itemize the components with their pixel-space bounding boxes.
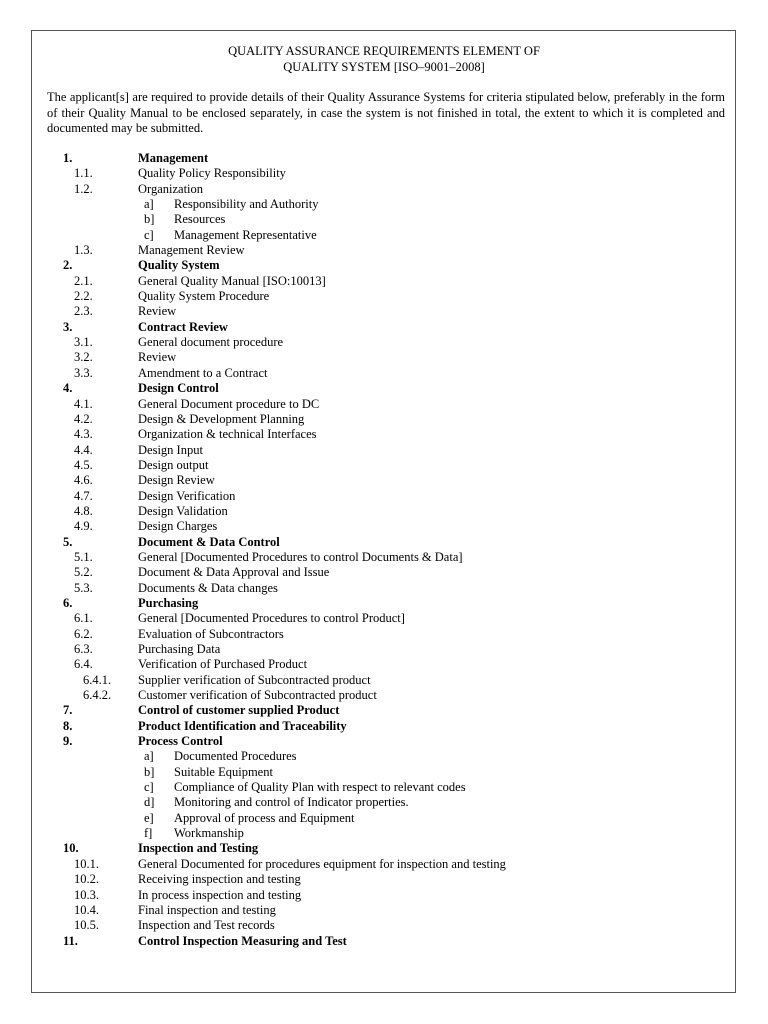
list-item <box>0 412 768 427</box>
section-heading <box>0 535 768 550</box>
item-text: Review <box>138 350 177 365</box>
list-item <box>0 397 768 412</box>
item-number: 5. <box>63 534 73 549</box>
list-item <box>0 765 768 780</box>
item-text: Organization & technical Interfaces <box>138 427 317 442</box>
item-number: 10.3. <box>74 887 99 902</box>
item-text: Final inspection and testing <box>138 902 276 917</box>
item-text: General Documented for procedures equipment for inspection and testing <box>138 856 506 871</box>
section-heading <box>0 151 768 166</box>
item-text: Quality System Procedure <box>138 289 270 304</box>
item-text: Design Review <box>138 473 215 488</box>
item-text: Design Validation <box>138 503 228 518</box>
list-item <box>0 795 768 810</box>
item-text: Process Control <box>138 734 223 749</box>
item-text: Review <box>138 304 177 319</box>
item-text: General Document procedure to DC <box>138 396 320 411</box>
list-item <box>0 212 768 227</box>
list-item <box>0 627 768 642</box>
item-text: In process inspection and testing <box>138 887 302 902</box>
item-number: 5.1. <box>74 549 93 564</box>
item-text: Purchasing Data <box>138 642 221 656</box>
item-text: Control of customer supplied Product <box>138 703 340 718</box>
item-number: 2.3. <box>74 304 93 319</box>
item-number: 1.1. <box>74 166 93 181</box>
item-number: 9. <box>63 734 73 749</box>
item-number: f] <box>144 826 153 841</box>
list-item <box>0 611 768 626</box>
item-number: 4.9. <box>74 519 93 534</box>
item-number: a] <box>144 749 154 764</box>
item-number: d] <box>144 795 155 810</box>
list-item <box>0 427 768 442</box>
item-number: 5.2. <box>74 565 93 580</box>
list-item <box>0 289 768 304</box>
list-item <box>0 673 768 688</box>
item-number: 4. <box>63 381 73 396</box>
document-title-line-2: QUALITY SYSTEM [ISO–9001–2008] <box>283 60 485 74</box>
list-item <box>0 811 768 826</box>
item-number: c] <box>144 227 154 242</box>
item-text: Design & Development Planning <box>138 411 305 426</box>
section-heading <box>0 934 768 949</box>
intro-paragraph: The applicant[s] are required to provide details of their Quality Assurance Systems for criteria stipulated below, preferably in the form of their Quality Manual to be enclosed separately, in case the system is not finished in total, the extent to which it is completed and documented may be submitted. <box>47 90 725 135</box>
item-text: Design Charges <box>138 519 218 534</box>
item-text: Customer verification of Subcontracted product <box>138 688 377 703</box>
item-text: Quality Policy Responsibility <box>138 166 286 181</box>
section-heading <box>0 841 768 856</box>
item-number: 2. <box>63 258 73 273</box>
list-item <box>0 504 768 519</box>
item-number: 6.4. <box>74 657 93 672</box>
item-text: Suitable Equipment <box>174 764 273 779</box>
item-number: 8. <box>63 718 73 733</box>
item-number: 6.3. <box>74 642 93 656</box>
list-item <box>0 304 768 319</box>
item-text: Supplier verification of Subcontracted product <box>138 672 371 687</box>
list-item <box>0 642 768 657</box>
item-text: Responsibility and Authority <box>174 197 319 212</box>
item-number: 4.6. <box>74 473 93 488</box>
section-heading <box>0 734 768 749</box>
item-text: Design Control <box>138 381 219 396</box>
item-text: Design output <box>138 457 209 472</box>
item-text: Documented Procedures <box>174 749 297 764</box>
section-heading <box>0 596 768 611</box>
item-number: a] <box>144 197 154 212</box>
list-item <box>0 918 768 933</box>
item-number: 10.5. <box>74 918 99 933</box>
item-text: Documents & Data changes <box>138 580 278 595</box>
list-item <box>0 749 768 764</box>
list-item <box>0 888 768 903</box>
list-item <box>0 872 768 887</box>
item-text: Contract Review <box>138 319 228 334</box>
item-text: Management <box>138 151 209 165</box>
section-heading <box>0 703 768 718</box>
item-number: 1. <box>63 151 73 165</box>
item-number: 5.3. <box>74 580 93 595</box>
item-number: 10.1. <box>74 856 99 871</box>
item-text: Design Input <box>138 442 203 457</box>
list-item <box>0 657 768 672</box>
document-title-line-1: QUALITY ASSURANCE REQUIREMENTS ELEMENT OF <box>228 44 540 58</box>
list-item <box>0 519 768 534</box>
list-item <box>0 550 768 565</box>
item-number: 4.3. <box>74 427 93 442</box>
item-number: 3.2. <box>74 350 93 365</box>
item-number: 2.2. <box>74 289 93 304</box>
item-text: Workmanship <box>174 826 244 841</box>
item-text: Inspection and Test records <box>138 918 275 933</box>
list-item <box>0 443 768 458</box>
section-heading <box>0 258 768 273</box>
item-number: c] <box>144 780 154 795</box>
list-item <box>0 565 768 580</box>
item-number: 4.5. <box>74 457 93 472</box>
item-number: 10.2. <box>74 872 99 887</box>
item-text: Control Inspection Measuring and Test <box>138 933 347 948</box>
item-number: 6.4.1. <box>83 672 112 687</box>
item-text: Inspection and Testing <box>138 841 259 856</box>
list-item <box>0 826 768 841</box>
list-item <box>0 780 768 795</box>
list-item <box>0 350 768 365</box>
list-item <box>0 274 768 289</box>
item-text: Receiving inspection and testing <box>138 872 301 887</box>
item-text: Management Review <box>138 243 245 258</box>
list-item <box>0 335 768 350</box>
item-number: 3. <box>63 319 73 334</box>
section-heading <box>0 320 768 335</box>
item-text: General [Documented Procedures to control Product] <box>138 611 405 626</box>
list-item <box>0 688 768 703</box>
list-item <box>0 458 768 473</box>
item-number: 6. <box>63 595 73 610</box>
item-text: Approval of process and Equipment <box>174 810 355 825</box>
list-item <box>0 489 768 504</box>
item-number: 3.3. <box>74 365 93 380</box>
item-number: b] <box>144 212 155 227</box>
list-item <box>0 243 768 258</box>
item-text: Monitoring and control of Indicator properties. <box>174 795 409 810</box>
item-number: b] <box>144 764 155 779</box>
item-text: Document & Data Control <box>138 534 280 549</box>
section-heading <box>0 381 768 396</box>
requirements-list <box>0 151 768 949</box>
item-number: 2.1. <box>74 273 93 288</box>
item-text: Resources <box>174 212 226 227</box>
item-text: Management Representative <box>174 227 317 242</box>
item-text: General document procedure <box>138 335 284 350</box>
item-number: 1.2. <box>74 181 93 196</box>
list-item <box>0 366 768 381</box>
list-item <box>0 473 768 488</box>
item-text: Quality System <box>138 258 220 273</box>
item-text: Purchasing <box>138 595 199 610</box>
item-text: Compliance of Quality Plan with respect to relevant codes <box>174 780 466 795</box>
item-number: 3.1. <box>74 335 93 350</box>
item-number: 4.8. <box>74 503 93 518</box>
list-item <box>0 581 768 596</box>
item-text: Verification of Purchased Product <box>138 657 308 672</box>
item-number: 10.4. <box>74 902 99 917</box>
list-item <box>0 166 768 181</box>
item-number: 4.4. <box>74 442 93 457</box>
item-number: 1.3. <box>74 243 93 258</box>
item-number: 6.4.2. <box>83 688 112 703</box>
list-item <box>0 228 768 243</box>
list-item <box>0 903 768 918</box>
item-number: 11. <box>63 933 78 948</box>
item-number: 6.2. <box>74 626 93 641</box>
section-heading <box>0 719 768 734</box>
item-number: 4.7. <box>74 488 93 503</box>
item-text: Organization <box>138 181 204 196</box>
item-number: 4.2. <box>74 411 93 426</box>
item-number: 10. <box>63 841 79 856</box>
item-number: 7. <box>63 703 73 718</box>
list-item <box>0 857 768 872</box>
item-text: Product Identification and Traceability <box>138 718 347 733</box>
item-text: Design Verification <box>138 488 236 503</box>
list-item <box>0 197 768 212</box>
item-text: Document & Data Approval and Issue <box>138 565 330 580</box>
item-text: General [Documented Procedures to control Documents & Data] <box>138 549 463 564</box>
item-number: 4.1. <box>74 396 93 411</box>
list-item <box>0 182 768 197</box>
item-number: 6.1. <box>74 611 93 626</box>
item-number: e] <box>144 810 154 825</box>
item-text: Amendment to a Contract <box>138 365 268 380</box>
item-text: General Quality Manual [ISO:10013] <box>138 273 326 288</box>
item-text: Evaluation of Subcontractors <box>138 626 284 641</box>
